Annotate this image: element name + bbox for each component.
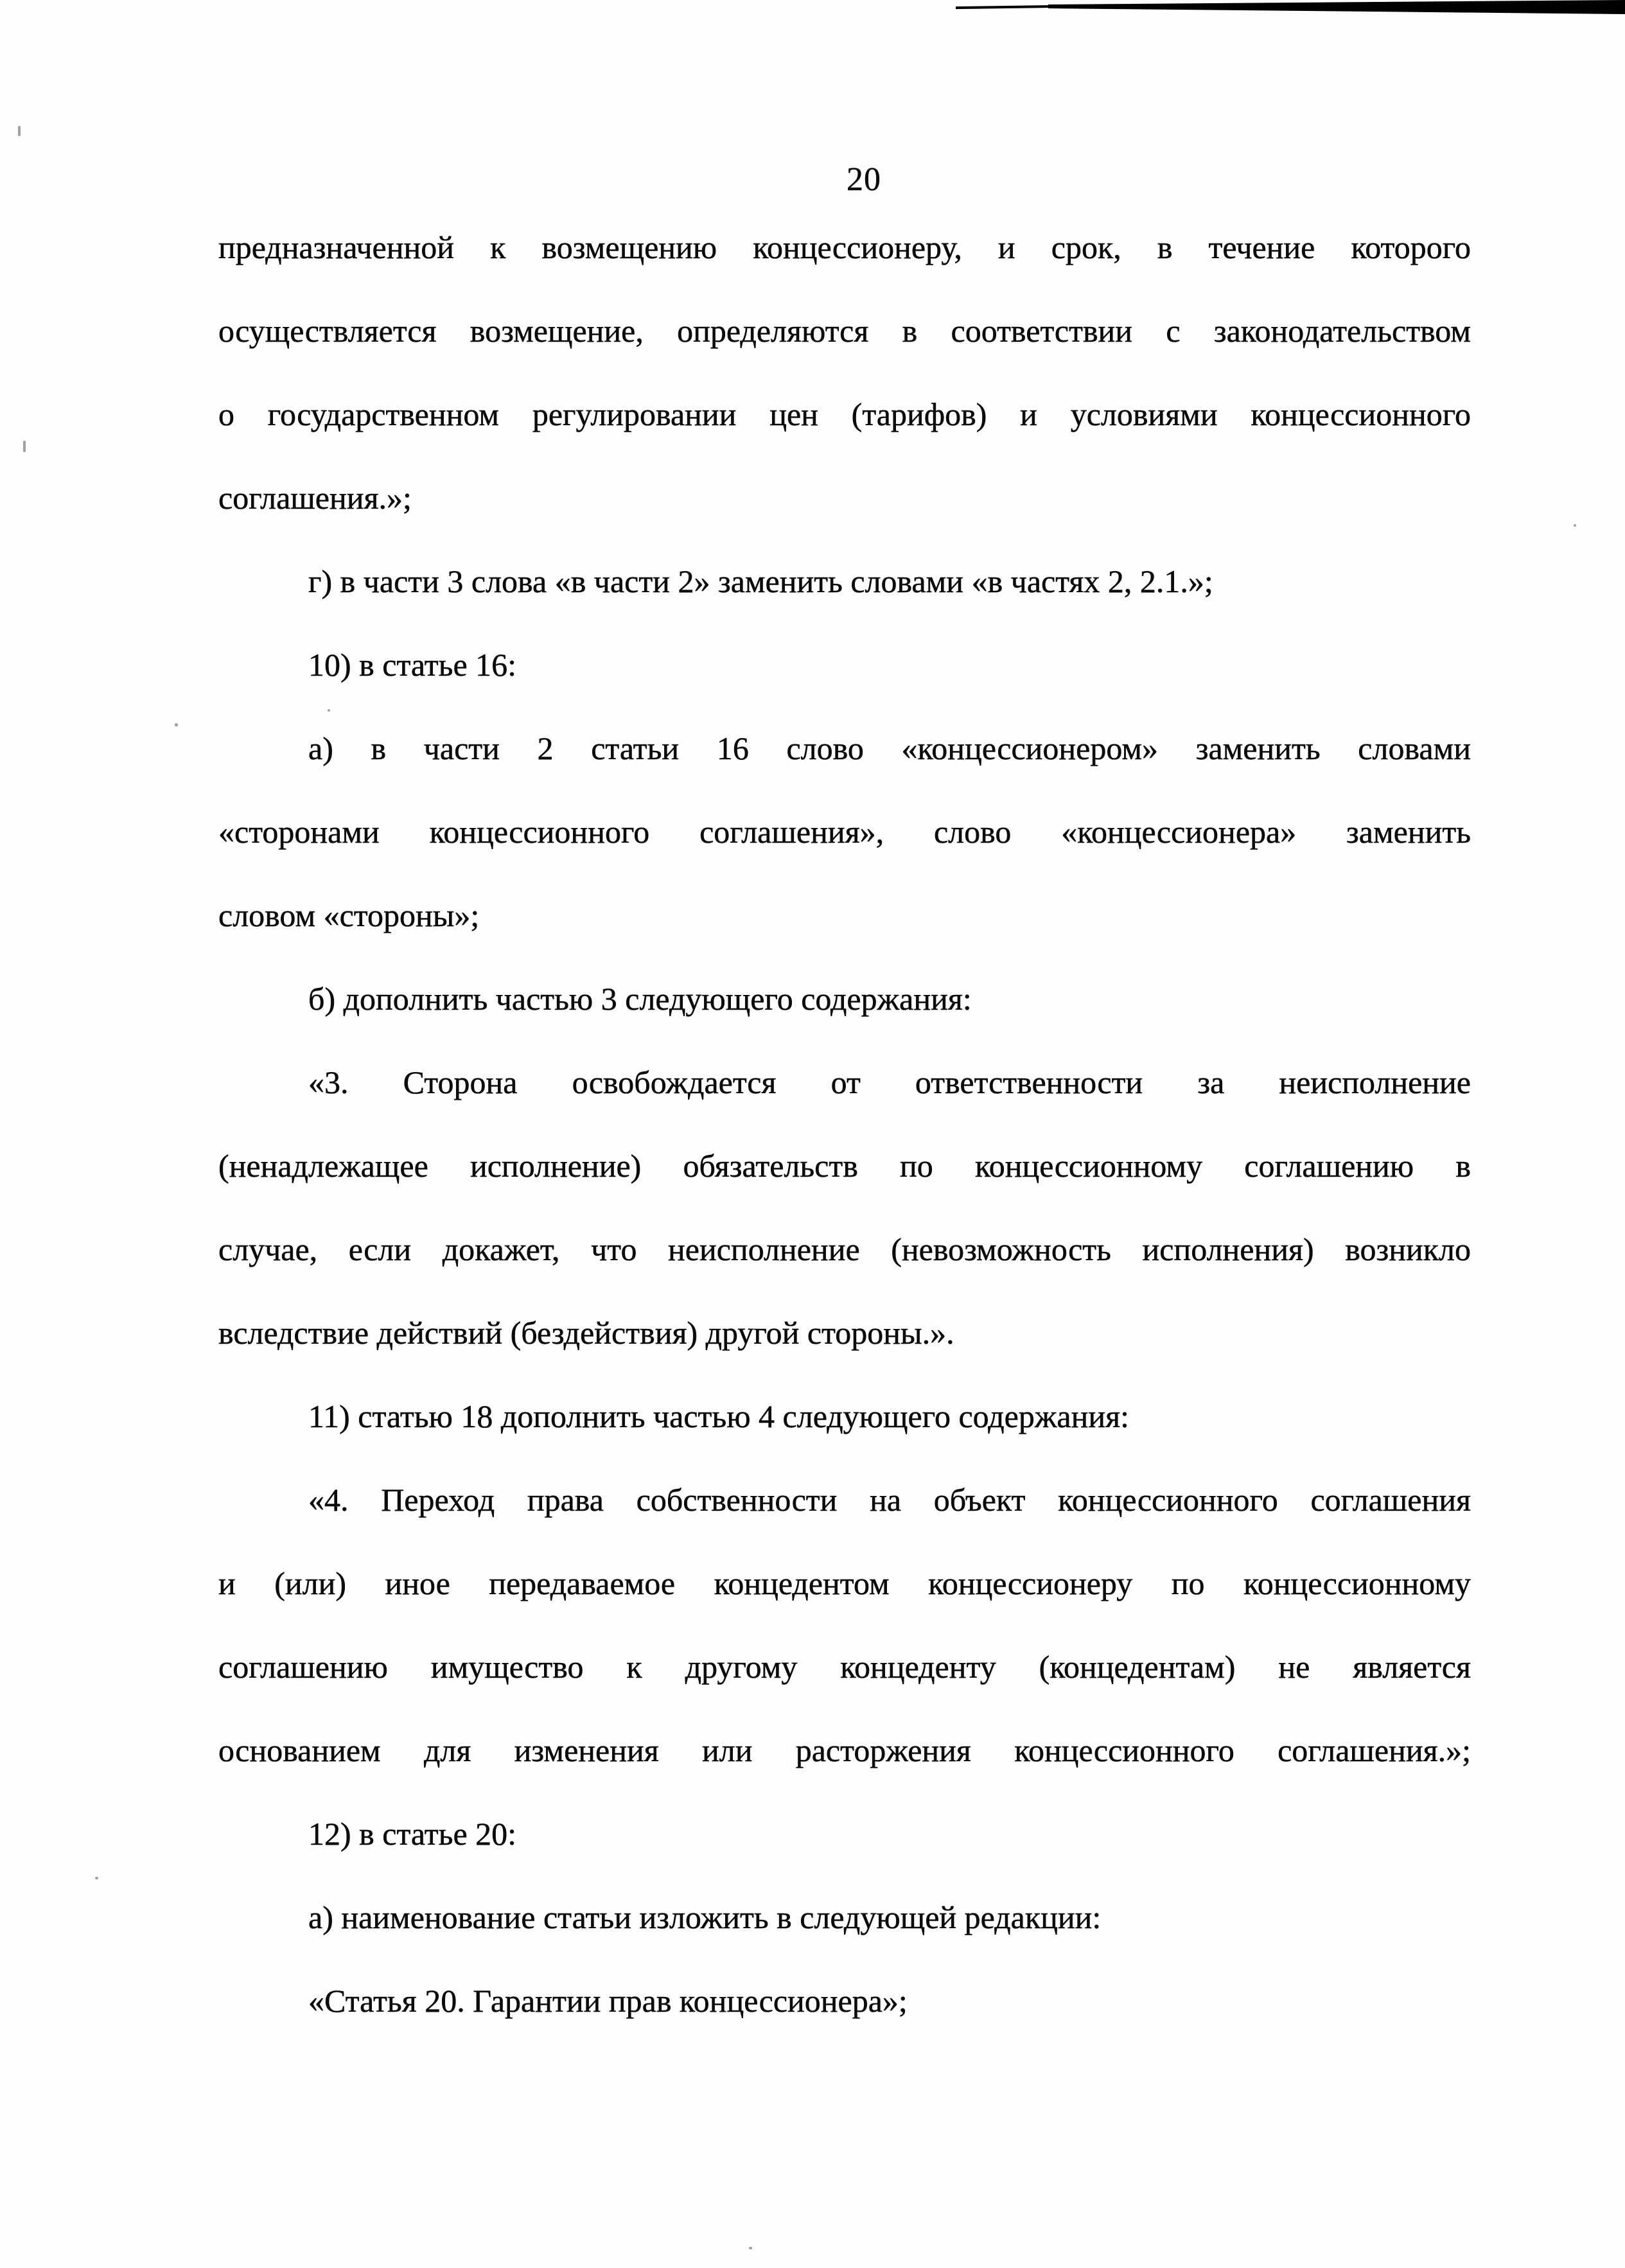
text-line: 12) в статье 20: <box>308 1816 517 1852</box>
text-line: б) дополнить частью 3 следующего содержания: <box>308 981 972 1017</box>
scan-speck <box>95 1877 98 1879</box>
text-line: и (или) иное передаваемое концедентом концессионеру по концессионному <box>218 1565 1471 1601</box>
text-line: «4. Переход права собственности на объект концессионного соглашения <box>308 1482 1471 1518</box>
text-line: соглашению имущество к другому концеденту (концедентам) не является <box>218 1649 1471 1685</box>
scan-speck <box>1574 524 1576 527</box>
text-line: о государственном регулировании цен (тарифов) и условиями концессионного <box>218 396 1471 432</box>
document-text <box>218 206 1471 2043</box>
scan-speck <box>175 723 178 726</box>
text-line: предназначенной к возмещению концессионеру, и срок, в течение которого <box>218 229 1471 265</box>
scan-artifact-bar-tail <box>956 5 1058 9</box>
text-line: осуществляется возмещение, определяются в соответствии с законодательством <box>218 313 1471 349</box>
text-line: 10) в статье 16: <box>308 647 517 683</box>
text-line: словом «стороны»; <box>218 897 480 933</box>
text-line: основанием для изменения или расторжения концессионного соглашения.»; <box>218 1732 1471 1768</box>
scan-speck <box>328 709 330 712</box>
text-line: а) в части 2 статьи 16 слово «концессионером» заменить словами <box>308 730 1471 766</box>
text-line: случае, если докажет, что неисполнение (невозможность исполнения) возникло <box>218 1231 1471 1267</box>
scan-artifact-bar <box>1048 0 1625 14</box>
page-number: 20 <box>847 161 881 198</box>
text-line: «Статья 20. Гарантии прав концессионера»; <box>308 1983 908 2019</box>
text-line: вследствие действий (бездействия) другой стороны.». <box>218 1315 954 1351</box>
text-line: «сторонами концессионного соглашения», слово «концессионера» заменить <box>218 814 1471 850</box>
text-line: а) наименование статьи изложить в следующей редакции: <box>308 1899 1102 1935</box>
text-line: 11) статью 18 дополнить частью 4 следующего содержания: <box>308 1398 1130 1434</box>
scan-speck <box>23 441 26 452</box>
text-line: (ненадлежащее исполнение) обязательств по концессионному соглашению в <box>218 1148 1471 1184</box>
text-line: соглашения.»; <box>218 480 412 516</box>
text-line: «3. Сторона освобождается от ответственности за неисполнение <box>308 1064 1471 1100</box>
scan-speck <box>18 126 21 136</box>
scan-speck <box>749 2247 752 2249</box>
text-line: г) в части 3 слова «в части 2» заменить словами «в частях 2, 2.1.»; <box>308 563 1213 599</box>
